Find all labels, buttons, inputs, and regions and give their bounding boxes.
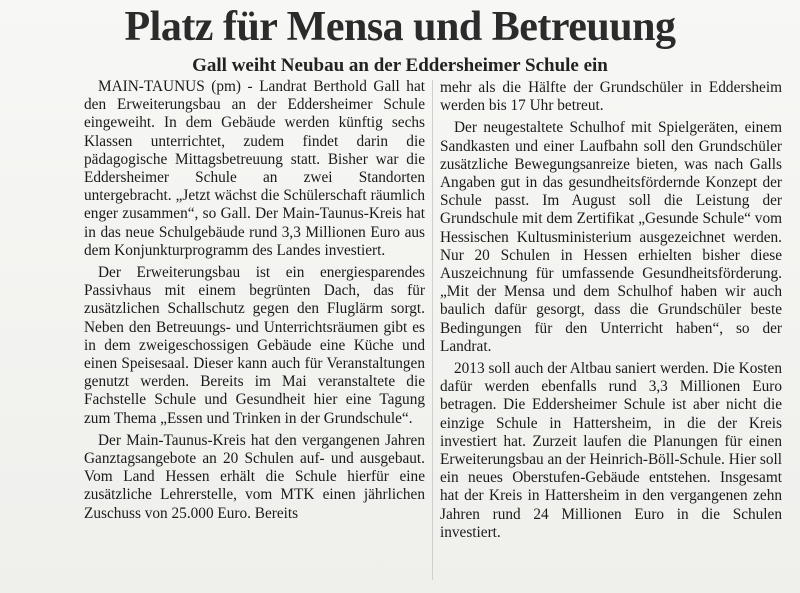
paragraph: Der neugestaltete Schulhof mit Spielgeräten, einem Sandkasten und einer Laufbahn soll den Grundschüler zusätzliche Bewegungsanreize bieten, was nach Galls Angaben gut in das gesundheitsfördernde Konzept der Schule passt. Im August soll die Leistung der Grundschule mit dem Zertifikat „Gesunde Schule“ vom Hessischen Kultusministerium ausgezeichnet werden. Nur 20 Schulen in Hessen erhielten bisher diese Auszeichnung für umfassende Gesundheitsförderung. „Mit der Mensa und dem Schulhof haben wir auch baulich dafür gesorgt, dass die Grundschüler beste Bedingungen für den Unterricht haben“, so der Landrat.: [440, 119, 782, 355]
paragraph: Der Main-Taunus-Kreis hat den vergangenen Jahren Ganztagsangebote an 20 Schulen auf- und ausgebaut. Vom Land Hessen erhält die Schule hierfür eine zusätzliche Lehrerstelle, vom MTK einen jährlichen Zuschuss von 25.000 Euro. Bereits: [84, 431, 425, 522]
article-column-right: [440, 79, 782, 542]
column-divider: [432, 80, 433, 580]
paragraph: Der Erweiterungsbau ist ein energiesparendes Passivhaus mit einem begrünten Dach, das für zusätzlichen Schallschutz gegen den Fluglärm sorgt. Neben den Betreuungs- und Unterrichtsräumen gibt es in dem zweigeschossigen Gebäude eine Küche und einen Speisesaal. Dieser kann auch für Veranstaltungen genutzt werden. Bereits im Mai veranstaltete die Fachstelle Schule und Gesundheit hier eine Tagung zum Thema „Essen und Trinken in der Grundschule“.: [84, 264, 425, 427]
headline: Platz für Mensa und Betreuung: [124, 4, 676, 50]
subheadline: Gall weiht Neubau an der Eddersheimer Schule ein: [192, 55, 608, 76]
paragraph: mehr als die Hälfte der Grundschüler in Eddersheim werden bis 17 Uhr betreut.: [440, 79, 782, 115]
paragraph: 2013 soll auch der Altbau saniert werden. Die Kosten dafür werden ebenfalls rund 3,3 Millionen Euro betragen. Die Eddersheimer Schule ist aber nicht die einzige Schule in Hattersheim, in die der Kreis investiert hat. Zurzeit laufen die Planungen für einen Erweiterungsbau an der Heinrich-Böll-Schule. Hier soll ein neues Oberstufen-Gebäude entstehen. Insgesamt hat der Kreis in Hattersheim in den vergangenen zehn Jahren rund 24 Millionen Euro in die Schulen investiert.: [440, 360, 782, 541]
paragraph: MAIN-TAUNUS (pm) - Landrat Berthold Gall hat den Erweiterungsbau an der Eddersheimer Schule eingeweiht. In dem Gebäude werden künftig sechs Klassen unterrichtet, zudem findet darin die pädagogische Mittagsbetreuung statt. Bisher war die Eddersheimer Schule an zwei Standorten untergebracht. „Jetzt wächst die Schülerschaft räumlich enger zusammen“, so Gall. Der Main-Taunus-Kreis hat in das neue Schulgebäude rund 3,3 Millionen Euro aus dem Konjunkturprogramm des Landes investiert.: [84, 78, 425, 259]
article-column-left: [84, 78, 425, 523]
